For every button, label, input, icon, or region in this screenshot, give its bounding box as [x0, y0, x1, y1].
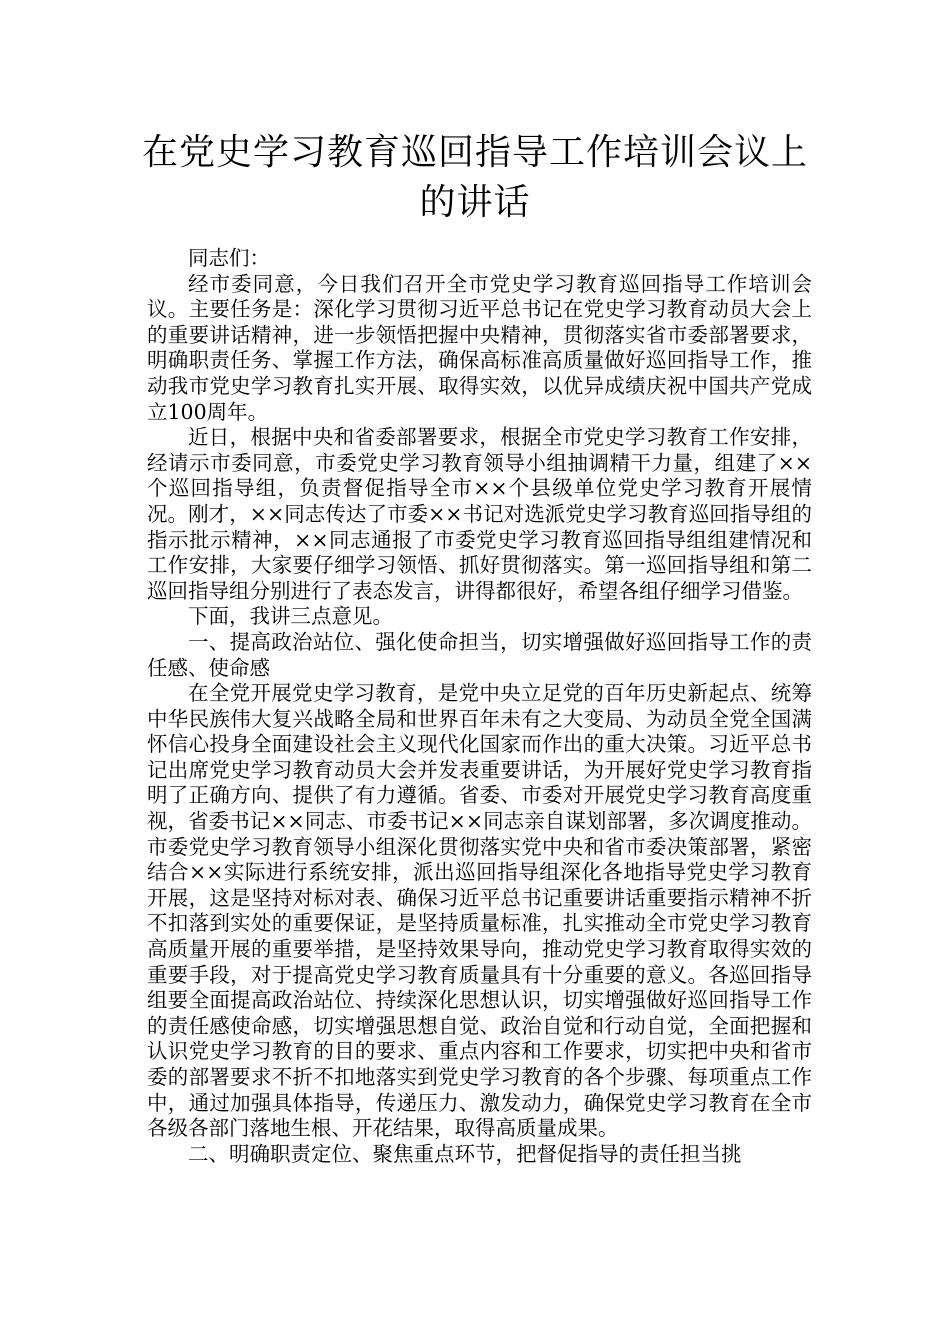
paragraph-section-1: 在全党开展党史学习教育，是党中央立足党的百年历史新起点、统筹中华民族伟大复兴战略全局和世界百年未有之大变局、为动员全党全国满怀信心投身全面建设社会主义现代化国家而作出的重大决策。习近平总书记出席党史学习教育动员大会并发表重要讲话，为开展好党史学习教育指明了正确方向、提供了有力遵循。省委、市委对开展党史学习教育高度重视，省委书记××同志、市委书记××同志亲自谋划部署，多次调度推动。市委党史学习教育领导小组深化贯彻落实党中央和省市委决策部署，紧密结合××实际进行系统安排，派出巡回指导组深化各地指导党史学习教育开展，这是坚持对标对表、确保习近平总书记重要讲话重要指示精神不折不扣落到实处的重要保证，是坚持质量标准，扎实推动全市党史学习教育高质量开展的重要举措，是坚持效果导向，推动党史学习教育取得实效的重要手段，对于提高党史学习教育质量具有十分重要的意义。各巡回指导组要全面提高政治站位、持续深化思想认识，切实增强做好巡回指导工作的责任感使命感，切实增强思想自觉、政治自觉和行动自觉，全面把握和认识党史学习教育的目的要求、重点内容和工作要求，切实把中央和省市委的部署要求不折不扣地落实到党史学习教育的各个步骤、每项重点工作中，通过加强具体指导，传递压力、激发动力，确保党史学习教育在全市各级各部门落地生根、开花结果，取得高质量成果。: [147, 681, 812, 1141]
document-body: [147, 246, 812, 1167]
section-heading-1: 一、提高政治站位、强化使命担当，切实增强做好巡回指导工作的责任感、使命感: [147, 629, 812, 680]
paragraph-background: 近日，根据中央和省委部署要求，根据全市党史学习教育工作安排，经请示市委同意，市委党史学习教育领导小组抽调精干力量，组建了××个巡回指导组，负责督促指导全市××个县级单位党史学习教育开展情况。刚才，××同志传达了市委××书记对选派党史学习教育巡回指导组的指示批示精神，××同志通报了市委党史学习教育巡回指导组组建情况和工作安排，大家要仔细学习领悟、抓好贯彻落实。第一巡回指导组和第二巡回指导组分别进行了表态发言，讲得都很好，希望各组仔细学习借鉴。: [147, 425, 812, 603]
section-heading-2: 二、明确职责定位、聚焦重点环节，把督促指导的责任担当挑: [188, 1141, 742, 1166]
document-title: [120, 128, 830, 228]
title-line-2: 的讲话: [419, 182, 531, 223]
title-line-1: 在党史学习教育巡回指导工作培训会议上: [141, 132, 808, 173]
paragraph-intro: 经市委同意，今日我们召开全市党史学习教育巡回指导工作培训会议。主要任务是：深化学习贯彻习近平总书记在党史学习教育动员大会上的重要讲话精神，进一步领悟把握中央精神，贯彻落实省市委部署要求，明确职责任务、掌握工作方法，确保高标准高质量做好巡回指导工作，推动我市党史学习教育扎实开展、取得实效，以优异成绩庆祝中国共产党成立100周年。: [147, 271, 812, 424]
salutation: 同志们：: [188, 246, 270, 270]
paragraph-transition: 下面，我讲三点意见。: [188, 604, 393, 629]
